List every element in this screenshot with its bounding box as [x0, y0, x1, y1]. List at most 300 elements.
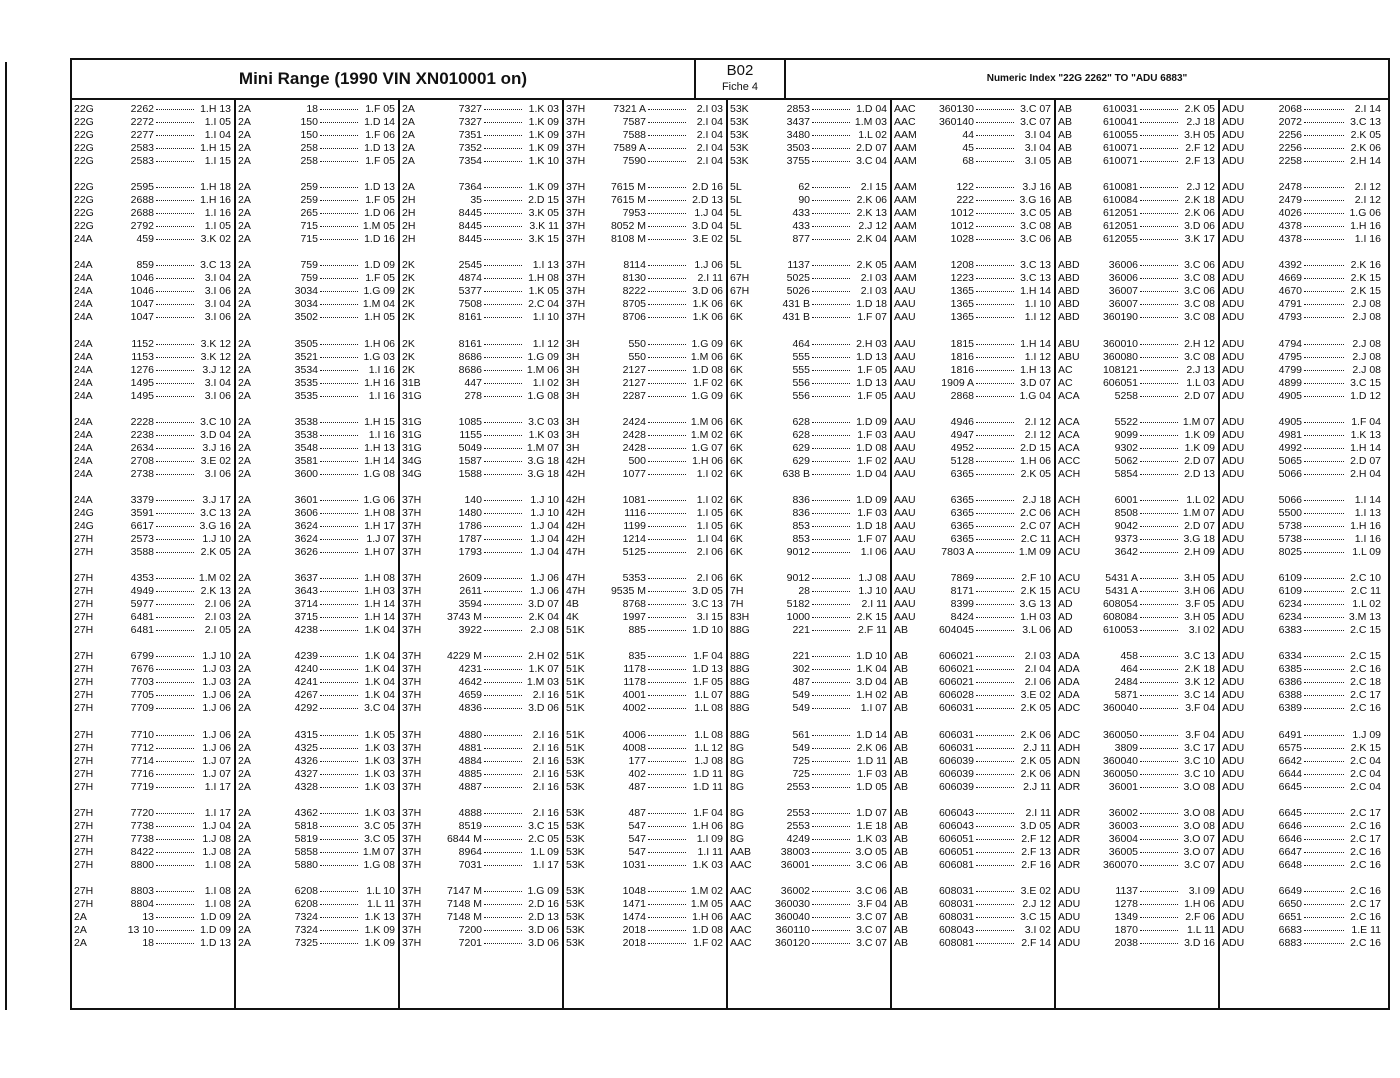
part-prefix: AC — [1058, 376, 1073, 389]
fiche-reference: 1.L 02 — [1352, 598, 1381, 611]
part-prefix: ADU — [1222, 311, 1245, 324]
index-entry — [400, 624, 562, 637]
leader-dots — [1140, 213, 1178, 214]
part-prefix: AAU — [894, 585, 916, 598]
index-entry — [892, 676, 1054, 689]
fiche-reference: 3.E 02 — [1020, 689, 1051, 702]
part-prefix: ADU — [1222, 911, 1245, 923]
index-entry — [564, 833, 726, 846]
index-entry — [1220, 272, 1384, 285]
index-entry — [1056, 911, 1218, 924]
leader-dots — [1304, 917, 1344, 918]
part-number: 4239 — [294, 650, 318, 663]
part-number: 360190 — [1102, 311, 1138, 324]
fiche-reference: 3.C 14 — [1184, 689, 1215, 702]
fiche-reference: 1.H 15 — [364, 415, 395, 428]
part-prefix: 5L — [730, 194, 742, 207]
index-entry — [1056, 624, 1218, 637]
part-prefix: AB — [1058, 233, 1073, 246]
part-prefix: 27H — [74, 689, 94, 702]
index-entry — [728, 377, 890, 390]
part-prefix: ACH — [1058, 520, 1081, 532]
part-number: 859 — [136, 259, 154, 272]
fiche-reference: 1.K 09 — [528, 181, 559, 194]
leader-dots — [976, 943, 1014, 944]
index-entry — [892, 846, 1054, 859]
index-entry — [728, 233, 890, 246]
leader-dots — [484, 435, 522, 436]
leader-dots — [320, 539, 358, 540]
index-entry — [564, 142, 726, 155]
index-entry — [236, 663, 398, 676]
index-entry — [728, 429, 890, 442]
fiche-reference: 1.G 04 — [1019, 389, 1051, 402]
leader-dots — [812, 917, 850, 918]
part-prefix: 51K — [566, 702, 585, 715]
leader-dots — [1140, 461, 1178, 462]
part-number: 4325 — [294, 741, 318, 754]
part-prefix: 37H — [402, 767, 422, 780]
index-entry — [564, 859, 726, 872]
leader-dots — [484, 826, 522, 827]
index-entry — [72, 194, 234, 207]
fiche-reference: 1.L 02 — [1186, 494, 1215, 506]
fiche-reference: 1.H 15 — [200, 142, 231, 154]
part-number: 8108 M — [610, 233, 646, 246]
fiche-reference: 2.D 16 — [692, 181, 723, 194]
fiche-reference: 3.O 07 — [1183, 845, 1215, 858]
part-prefix: 22G — [74, 155, 94, 167]
leader-dots — [1304, 109, 1344, 110]
part-prefix: 2A — [238, 520, 251, 532]
leader-dots — [812, 278, 850, 279]
part-number: 4231 — [458, 663, 482, 676]
leader-dots — [156, 682, 194, 683]
part-number: 4949 — [130, 585, 154, 598]
leader-dots — [156, 513, 194, 514]
part-prefix: 37H — [402, 728, 422, 741]
fiche-reference: 1.K 04 — [856, 663, 887, 676]
leader-dots — [484, 735, 522, 736]
index-entry — [1056, 494, 1218, 507]
leader-dots — [976, 656, 1014, 657]
leader-dots — [156, 708, 194, 709]
index-entry — [892, 155, 1054, 168]
part-prefix: 37H — [566, 272, 586, 285]
part-prefix: 53K — [566, 924, 585, 936]
index-entry — [400, 377, 562, 390]
part-prefix: 51K — [566, 689, 585, 702]
index-entry — [236, 781, 398, 794]
part-prefix: AD — [1058, 598, 1073, 611]
part-prefix: 27H — [74, 676, 94, 689]
leader-dots — [156, 148, 194, 149]
part-prefix: ADR — [1058, 819, 1081, 832]
part-number: 549 — [792, 702, 810, 715]
leader-dots — [320, 604, 358, 605]
part-number: 5854 — [1114, 467, 1138, 480]
fiche-reference: 1.J 10 — [858, 585, 887, 598]
fiche-reference: 2.D 07 — [1350, 454, 1381, 467]
leader-dots — [1140, 435, 1178, 436]
part-prefix: ADU — [1222, 129, 1245, 141]
part-prefix: ACU — [1058, 585, 1081, 598]
fiche-reference: 3.C 06 — [1020, 233, 1051, 246]
part-number: 4229 M — [446, 650, 482, 663]
part-number: 6385 — [1278, 663, 1302, 676]
index-entry — [892, 507, 1054, 520]
fiche-reference: 1.I 02 — [696, 494, 723, 506]
fiche-reference: 3.C 10 — [1184, 767, 1215, 780]
index-entry — [564, 181, 726, 194]
leader-dots — [320, 774, 358, 775]
part-number: 4799 — [1278, 363, 1302, 376]
part-prefix: ADU — [1058, 924, 1081, 936]
part-prefix: ADU — [1222, 363, 1245, 376]
index-entry — [728, 937, 890, 950]
part-number: 628 — [792, 415, 810, 428]
part-prefix: ADU — [1222, 494, 1245, 506]
part-number: 1047 — [130, 298, 154, 311]
index-entry — [1220, 807, 1384, 820]
part-prefix: 2A — [238, 924, 251, 936]
index-entry — [892, 572, 1054, 585]
leader-dots — [1140, 617, 1178, 618]
part-number: 2262 — [130, 103, 154, 115]
part-prefix: 2A — [74, 924, 87, 936]
part-prefix: 53K — [566, 845, 585, 858]
fiche-reference: 1.I 09 — [696, 832, 723, 845]
part-prefix: 8G — [730, 780, 745, 793]
leader-dots — [1140, 852, 1178, 853]
leader-dots — [976, 278, 1014, 279]
part-prefix: 2A — [238, 207, 251, 220]
index-entry — [892, 911, 1054, 924]
part-prefix: 42H — [566, 494, 586, 506]
leader-dots — [320, 435, 358, 436]
index-entry — [728, 520, 890, 533]
index-entry — [1056, 572, 1218, 585]
index-entry — [400, 781, 562, 794]
part-number: 4006 — [622, 728, 646, 741]
part-prefix: 31B — [402, 376, 421, 389]
index-entry — [236, 533, 398, 546]
fiche-reference: 1.I 12 — [532, 337, 559, 350]
part-number: 638 B — [782, 467, 810, 480]
index-entry — [728, 298, 890, 311]
part-prefix: ADU — [1222, 676, 1245, 689]
part-prefix: ADU — [1222, 194, 1245, 207]
part-prefix: AAU — [894, 533, 916, 545]
leader-dots — [320, 761, 358, 762]
index-entry — [236, 220, 398, 233]
part-prefix: 3H — [566, 441, 580, 454]
fiche-reference: 2.K 06 — [1020, 767, 1051, 780]
index-entry — [400, 663, 562, 676]
index-entry — [236, 377, 398, 390]
index-entry — [1056, 663, 1218, 676]
fiche-reference: 1.K 09 — [528, 116, 559, 128]
fiche-reference: 1.L 02 — [858, 129, 887, 141]
leader-dots — [320, 383, 358, 384]
leader-dots — [976, 448, 1014, 449]
fiche-reference: 1.L 11 — [366, 898, 395, 910]
fiche-reference: 1.H 14 — [364, 611, 395, 624]
fiche-reference: 3.D 05 — [692, 585, 723, 598]
part-prefix: 2A — [238, 754, 251, 767]
part-prefix: 53K — [566, 780, 585, 793]
index-entry — [728, 650, 890, 663]
part-number: 4026 — [1278, 207, 1302, 220]
part-prefix: AB — [894, 845, 909, 858]
part-prefix: 5L — [730, 220, 742, 233]
part-number: 1012 — [950, 220, 974, 233]
fiche-reference: 2.I 11 — [697, 272, 723, 285]
fiche-reference: 3.D 04 — [692, 220, 723, 233]
fiche-reference: 1.I 05 — [696, 520, 723, 532]
index-entry — [1056, 129, 1218, 142]
fiche-reference: 1.F 04 — [1351, 415, 1381, 428]
fiche-reference: 2.F 12 — [1185, 142, 1215, 154]
fiche-reference: 1.L 03 — [1186, 376, 1215, 389]
part-number: 36001 — [780, 858, 810, 871]
part-prefix: 24A — [74, 454, 93, 467]
part-number: 259 — [300, 194, 318, 207]
part-number: 6208 — [294, 898, 318, 910]
fiche-reference: 1.J 04 — [202, 819, 231, 832]
part-prefix: 37H — [566, 142, 586, 154]
fiche-reference: 1.H 14 — [364, 598, 395, 611]
leader-dots — [1304, 278, 1344, 279]
part-prefix: 2A — [238, 181, 251, 194]
fiche-reference: 1.M 07 — [1182, 415, 1215, 428]
index-entry — [892, 272, 1054, 285]
part-prefix: 42H — [566, 454, 586, 467]
leader-dots — [976, 917, 1014, 918]
part-prefix: 2A — [238, 911, 251, 923]
leader-dots — [320, 135, 358, 136]
part-prefix: AB — [1058, 194, 1073, 207]
part-number: 1349 — [1114, 911, 1138, 923]
fiche-reference: 2.I 12 — [1354, 181, 1381, 194]
part-prefix: 2A — [238, 533, 251, 545]
part-prefix: 2A — [238, 155, 251, 167]
fiche-reference: 3.G 13 — [1019, 598, 1051, 611]
leader-dots — [156, 265, 194, 266]
part-prefix: 47H — [566, 585, 586, 598]
index-entry — [892, 259, 1054, 272]
fiche-reference: 1.J 08 — [202, 845, 231, 858]
index-entry — [728, 142, 890, 155]
part-prefix: 22G — [74, 142, 94, 154]
part-prefix: 2A — [238, 285, 251, 298]
fiche-reference: 2.J 08 — [1352, 350, 1381, 363]
part-prefix: AB — [1058, 181, 1073, 194]
part-number: 459 — [136, 233, 154, 246]
index-entry — [1056, 742, 1218, 755]
part-prefix: AAM — [894, 194, 917, 207]
leader-dots — [1140, 383, 1178, 384]
index-entry — [400, 259, 562, 272]
fiche-reference: 1.H 05 — [364, 311, 395, 324]
fiche-reference: 1.K 03 — [692, 858, 723, 871]
part-number: 2738 — [130, 467, 154, 480]
part-prefix: AAU — [894, 298, 916, 311]
part-prefix: 37H — [402, 546, 422, 558]
index-entry — [400, 937, 562, 950]
index-entry — [400, 885, 562, 898]
part-number: 550 — [628, 337, 646, 350]
page-title: Mini Range (1990 VIN XN010001 on) — [238, 69, 528, 88]
leader-dots — [812, 852, 850, 853]
index-entry — [564, 272, 726, 285]
part-prefix: ADR — [1058, 845, 1081, 858]
fiche-reference: 1.E 18 — [856, 819, 887, 832]
part-prefix: 27H — [74, 663, 94, 676]
index-entry — [236, 742, 398, 755]
part-prefix: 51K — [566, 663, 585, 676]
part-prefix: AAC — [730, 911, 752, 923]
index-sheet — [70, 58, 1390, 1010]
part-number: 606031 — [938, 728, 974, 741]
index-entry — [892, 781, 1054, 794]
part-number: 38003 — [780, 845, 810, 858]
part-prefix: AAC — [730, 898, 752, 910]
fiche-reference: 3.K 12 — [200, 350, 231, 363]
fiche-reference: 1.D 14 — [364, 116, 395, 128]
fiche-reference: 1.M 05 — [690, 898, 723, 910]
leader-dots — [156, 591, 194, 592]
index-entry — [400, 846, 562, 859]
index-entry — [1056, 729, 1218, 742]
fiche-reference: 1.D 08 — [692, 363, 723, 376]
index-entry — [892, 220, 1054, 233]
part-prefix: ABD — [1058, 298, 1080, 311]
fiche-reference: 2.K 15 — [1350, 272, 1381, 285]
part-prefix: AAC — [730, 885, 752, 897]
part-number: 7327 — [458, 116, 482, 128]
fiche-reference: 2.J 18 — [1022, 494, 1051, 506]
fiche-reference: 2.C 15 — [1350, 650, 1381, 663]
part-prefix: 6K — [730, 337, 743, 350]
fiche-reference: 2.I 06 — [204, 598, 231, 611]
leader-dots — [812, 435, 850, 436]
part-prefix: 37H — [402, 689, 422, 702]
part-prefix: 2A — [238, 767, 251, 780]
part-prefix: AAM — [894, 233, 917, 246]
part-prefix: AAM — [894, 129, 917, 141]
leader-dots — [812, 930, 850, 931]
leader-dots — [156, 930, 194, 931]
part-prefix: 2A — [238, 741, 251, 754]
fiche-reference: 1.L 08 — [694, 728, 723, 741]
fiche-reference: 1.J 03 — [202, 663, 231, 676]
index-entry — [400, 351, 562, 364]
index-entry — [892, 742, 1054, 755]
part-number: 835 — [628, 650, 646, 663]
part-prefix: 37H — [402, 806, 422, 819]
leader-dots — [484, 200, 522, 201]
part-number: 6645 — [1278, 780, 1302, 793]
index-entry — [72, 181, 234, 194]
leader-dots — [976, 344, 1014, 345]
part-number: 1077 — [622, 467, 646, 480]
fiche-reference: 1.L 08 — [694, 702, 723, 715]
fiche-reference: 1.I 16 — [368, 389, 395, 402]
fiche-reference: 2.I 16 — [532, 806, 559, 819]
index-entry — [892, 650, 1054, 663]
leader-dots — [320, 735, 358, 736]
leader-dots — [156, 213, 194, 214]
index-entry — [72, 533, 234, 546]
part-number: 3606 — [294, 507, 318, 519]
fiche-reference: 1.G 08 — [363, 858, 395, 871]
index-entry — [1220, 116, 1384, 129]
part-prefix: AB — [1058, 142, 1073, 154]
part-prefix: 2A — [238, 129, 251, 141]
fiche-reference: 1.F 04 — [693, 806, 723, 819]
index-entry — [400, 272, 562, 285]
leader-dots — [320, 526, 358, 527]
index-entry — [72, 676, 234, 689]
leader-dots — [484, 591, 522, 592]
index-entry — [72, 898, 234, 911]
index-entry — [1056, 442, 1218, 455]
fiche-reference: 1.F 05 — [365, 272, 395, 285]
part-number: 108121 — [1102, 363, 1138, 376]
fiche-reference: 1.D 14 — [856, 728, 887, 741]
part-number: 5431 A — [1105, 572, 1138, 585]
part-prefix: AAU — [894, 311, 916, 324]
leader-dots — [484, 109, 522, 110]
part-number: 612055 — [1102, 233, 1138, 246]
part-number: 1816 — [950, 363, 974, 376]
leader-dots — [976, 591, 1014, 592]
part-prefix: 6K — [730, 298, 743, 311]
index-entry — [564, 116, 726, 129]
part-number: 1588 — [458, 467, 482, 480]
fiche-reference: 1.K 03 — [364, 806, 395, 819]
index-entry — [72, 729, 234, 742]
part-number: 2238 — [130, 428, 154, 441]
fiche-reference: 3.C 04 — [364, 702, 395, 715]
fiche-reference: 3.I 06 — [204, 389, 231, 402]
fiche-reference: 3.G 18 — [527, 467, 559, 480]
leader-dots — [1140, 513, 1178, 514]
leader-dots — [1304, 669, 1344, 670]
fiche-reference: 2.C 17 — [1350, 832, 1381, 845]
index-entry — [1056, 859, 1218, 872]
leader-dots — [484, 461, 522, 462]
part-number: 5977 — [130, 598, 154, 611]
part-number: 2478 — [1278, 181, 1302, 194]
fiche-reference: 1.F 03 — [857, 767, 887, 780]
part-prefix: 37H — [402, 676, 422, 689]
part-prefix: AAU — [894, 546, 916, 558]
part-prefix: 2A — [238, 259, 251, 272]
index-entry — [1220, 520, 1384, 533]
index-entry — [400, 233, 562, 246]
part-number: 1365 — [950, 285, 974, 298]
part-prefix: ADU — [1222, 142, 1245, 154]
part-number: 7148 M — [446, 898, 482, 910]
index-entry — [72, 116, 234, 129]
part-number: 360040 — [774, 911, 810, 923]
fiche-reference: 1.M 06 — [690, 415, 723, 428]
index-entry — [728, 911, 890, 924]
leader-dots — [484, 917, 522, 918]
part-prefix: 5L — [730, 259, 742, 272]
